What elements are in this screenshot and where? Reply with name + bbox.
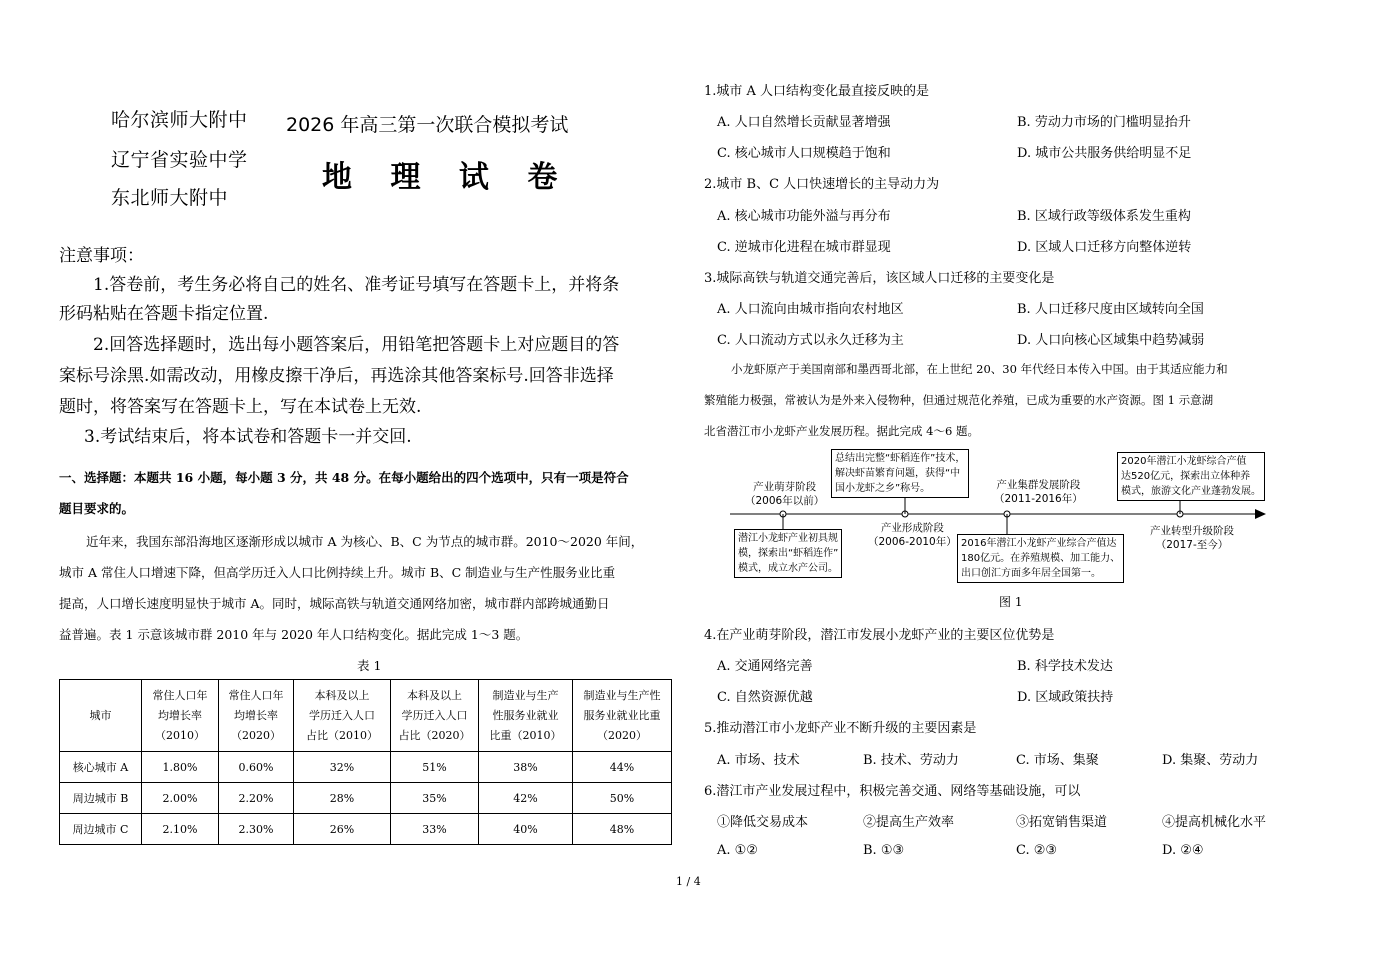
table-header-cell: 城市 bbox=[60, 680, 142, 752]
notice-line: 1.答卷前，考生务必将自己的姓名、准考证号填写在答题卡上，并将条 bbox=[93, 275, 620, 295]
table-row bbox=[60, 814, 672, 845]
stage-label: 产业集群发展阶段 （2011-2016年） bbox=[994, 479, 1083, 505]
option-c: C. 核心城市人口规模趋于饱和 bbox=[717, 146, 891, 161]
table-cell: 28% bbox=[294, 783, 391, 814]
statement-item: ①降低交易成本 bbox=[717, 815, 809, 830]
table-cell: 0.60% bbox=[219, 752, 294, 783]
stage-description-box: 潜江小龙虾产业初具规 模，探索出“虾稻连作” 模式，成立水产公司。 bbox=[734, 529, 842, 578]
figure-caption: 图 1 bbox=[999, 595, 1023, 609]
option-d: D. 人口向核心区域集中趋势减弱 bbox=[1017, 333, 1205, 348]
table-cell: 2.30% bbox=[219, 814, 294, 845]
option-b: B. 人口迁移尺度由区域转向全国 bbox=[1017, 302, 1204, 317]
question-stem: 5.推动潜江市小龙虾产业不断升级的主要因素是 bbox=[704, 721, 977, 736]
subject-title: 地 理 试 卷 bbox=[322, 160, 572, 195]
option-b: B. 科学技术发达 bbox=[1017, 659, 1113, 674]
table-cell: 35% bbox=[391, 783, 479, 814]
option-b: B. 劳动力市场的门槛明显抬升 bbox=[1017, 115, 1191, 130]
stage-label: 产业萌芽阶段 （2006年以前） bbox=[745, 481, 825, 507]
school-name-1: 哈尔滨师大附中 bbox=[111, 109, 248, 131]
passage-line: 北省潜江市小龙虾产业发展历程。据此完成 4～6 题。 bbox=[704, 424, 979, 438]
option-a: A. 核心城市功能外溢与再分布 bbox=[717, 209, 891, 224]
option-d: D. 城市公共服务供给明显不足 bbox=[1017, 146, 1192, 161]
population-table bbox=[59, 679, 672, 845]
table-row bbox=[60, 752, 672, 783]
stage-description-box: 2020年潜江小龙虾综合产值 达520亿元，探索出立体种养 模式，旅游文化产业蓬勃发展。 bbox=[1117, 452, 1265, 501]
table-cell: 1.80% bbox=[142, 752, 219, 783]
table-cell: 44% bbox=[573, 752, 672, 783]
question-stem: 6.潜江市产业发展过程中，积极完善交通、网络等基础设施，可以 bbox=[704, 784, 1081, 799]
notice-line: 题时，将答案写在答题卡上，写在本试卷上无效. bbox=[59, 397, 422, 417]
option-c: C. ②③ bbox=[1016, 843, 1058, 858]
table-cell: 51% bbox=[391, 752, 479, 783]
option-a: A. 人口流向由城市指向农村地区 bbox=[717, 302, 904, 317]
table-cell: 2.20% bbox=[219, 783, 294, 814]
option-d: D. 区域人口迁移方向整体逆转 bbox=[1017, 240, 1192, 255]
table-row bbox=[60, 783, 672, 814]
option-c: C. 自然资源优越 bbox=[717, 690, 813, 705]
statement-item: ②提高生产效率 bbox=[863, 815, 955, 830]
passage-line: 近年来，我国东部沿海地区逐渐形成以城市 A 为核心、B、C 为节点的城市群。2010～2020 年间， bbox=[86, 534, 644, 549]
option-c: C. 逆城市化进程在城市群显现 bbox=[717, 240, 891, 255]
page-number: 1 / 4 bbox=[676, 875, 701, 888]
table-caption: 表 1 bbox=[357, 658, 382, 673]
statement-item: ④提高机械化水平 bbox=[1162, 815, 1267, 830]
timeline-arrow bbox=[1255, 509, 1266, 519]
table-cell: 26% bbox=[294, 814, 391, 845]
stage-description-box: 总结出完整“虾稻连作”技术， 解决虾苗繁育问题，获得“中 国小龙虾之乡”称号。 bbox=[831, 449, 969, 498]
table-cell: 核心城市 A bbox=[60, 752, 142, 783]
notice-title: 注意事项： bbox=[59, 246, 144, 266]
passage-line: 提高，人口增长速度明显快于城市 A。同时，城际高铁与轨道交通网络加密，城市群内部跨城通勤日 bbox=[59, 596, 610, 611]
option-a: A. 交通网络完善 bbox=[717, 659, 813, 674]
option-d: D. 集聚、劳动力 bbox=[1162, 753, 1259, 768]
passage-line: 繁殖能力极强，常被认为是外来入侵物种，但通过规范化养殖，已成为重要的水产资源。图 1 示意湖 bbox=[704, 393, 1214, 407]
option-a: A. ①② bbox=[717, 843, 758, 858]
notice-line: 形码粘贴在答题卡指定位置. bbox=[59, 304, 269, 324]
passage-line: 城市 A 常住人口增速下降，但高学历迁入人口比例持续上升。城市 B、C 制造业与生产性服务业比重 bbox=[59, 565, 616, 580]
question-stem: 3.城际高铁与轨道交通完善后，该区域人口迁移的主要变化是 bbox=[704, 271, 1055, 286]
section-heading-2: 题目要求的。 bbox=[59, 501, 135, 516]
table-header-cell: 制造业与生产性 服务业就业比重 （2020） bbox=[573, 680, 672, 752]
table-cell: 48% bbox=[573, 814, 672, 845]
notice-line: 案标号涂黑.如需改动，用橡皮擦干净后，再选涂其他答案标号.回答非选择 bbox=[59, 366, 614, 386]
section-heading: 一、选择题：本题共 16 小题，每小题 3 分，共 48 分。在每小题给出的四个选项中，只有一项是符合 bbox=[59, 470, 629, 485]
option-c: C. 市场、集聚 bbox=[1016, 753, 1099, 768]
question-stem: 2.城市 B、C 人口快速增长的主导动力为 bbox=[704, 177, 940, 192]
stage-label: 产业形成阶段 （2006-2010年） bbox=[868, 522, 957, 548]
school-name-2: 辽宁省实验中学 bbox=[111, 149, 248, 171]
option-a: A. 人口自然增长贡献显著增强 bbox=[717, 115, 891, 130]
question-stem: 1.城市 A 人口结构变化最直接反映的是 bbox=[704, 84, 930, 99]
option-b: B. 技术、劳动力 bbox=[863, 753, 959, 768]
table-cell: 33% bbox=[391, 814, 479, 845]
table-header-cell: 本科及以上 学历迁入人口 占比（2010） bbox=[294, 680, 391, 752]
table-cell: 周边城市 B bbox=[60, 783, 142, 814]
table-header-cell: 常住人口年 均增长率 （2010） bbox=[142, 680, 219, 752]
option-a: A. 市场、技术 bbox=[717, 753, 800, 768]
option-d: D. 区域政策扶持 bbox=[1017, 690, 1114, 705]
table-cell: 32% bbox=[294, 752, 391, 783]
table-cell: 50% bbox=[573, 783, 672, 814]
table-cell: 40% bbox=[479, 814, 573, 845]
passage-line: 小龙虾原产于美国南部和墨西哥北部，在上世纪 20、30 年代经日本传入中国。由于其适应能力和 bbox=[731, 362, 1228, 376]
exam-title: 2026 年高三第一次联合模拟考试 bbox=[286, 114, 569, 136]
notice-line: 2.回答选择题时，选出每小题答案后，用铅笔把答题卡上对应题目的答 bbox=[93, 335, 620, 355]
stage-description-box: 2016年潜江小龙虾产业综合产值达 180亿元。在养殖规模、加工能力、 出口创汇方面多年居全国第一。 bbox=[957, 534, 1124, 583]
option-c: C. 人口流动方式以永久迁移为主 bbox=[717, 333, 904, 348]
table-cell: 38% bbox=[479, 752, 573, 783]
notice-line: 3.考试结束后，将本试卷和答题卡一并交回. bbox=[84, 427, 412, 447]
table-cell: 2.00% bbox=[142, 783, 219, 814]
option-b: B. 区域行政等级体系发生重构 bbox=[1017, 209, 1191, 224]
table-header-row bbox=[60, 680, 672, 752]
table-header-cell: 制造业与生产 性服务业就业 比重（2010） bbox=[479, 680, 573, 752]
table-header-cell: 常住人口年 均增长率 （2020） bbox=[219, 680, 294, 752]
table-cell: 42% bbox=[479, 783, 573, 814]
table-cell: 2.10% bbox=[142, 814, 219, 845]
question-stem: 4.在产业萌芽阶段，潜江市发展小龙虾产业的主要区位优势是 bbox=[704, 628, 1055, 643]
table-cell: 周边城市 C bbox=[60, 814, 142, 845]
school-name-3: 东北师大附中 bbox=[111, 187, 229, 209]
option-d: D. ②④ bbox=[1162, 843, 1204, 858]
passage-line: 益普遍。表 1 示意该城市群 2010 年与 2020 年人口结构变化。据此完成 1～3 题。 bbox=[59, 627, 529, 642]
statement-item: ③拓宽销售渠道 bbox=[1016, 815, 1108, 830]
table-header-cell: 本科及以上 学历迁入人口 占比（2020） bbox=[391, 680, 479, 752]
option-b: B. ①③ bbox=[863, 843, 905, 858]
stage-label: 产业转型升级阶段 （2017-至今） bbox=[1150, 525, 1234, 551]
